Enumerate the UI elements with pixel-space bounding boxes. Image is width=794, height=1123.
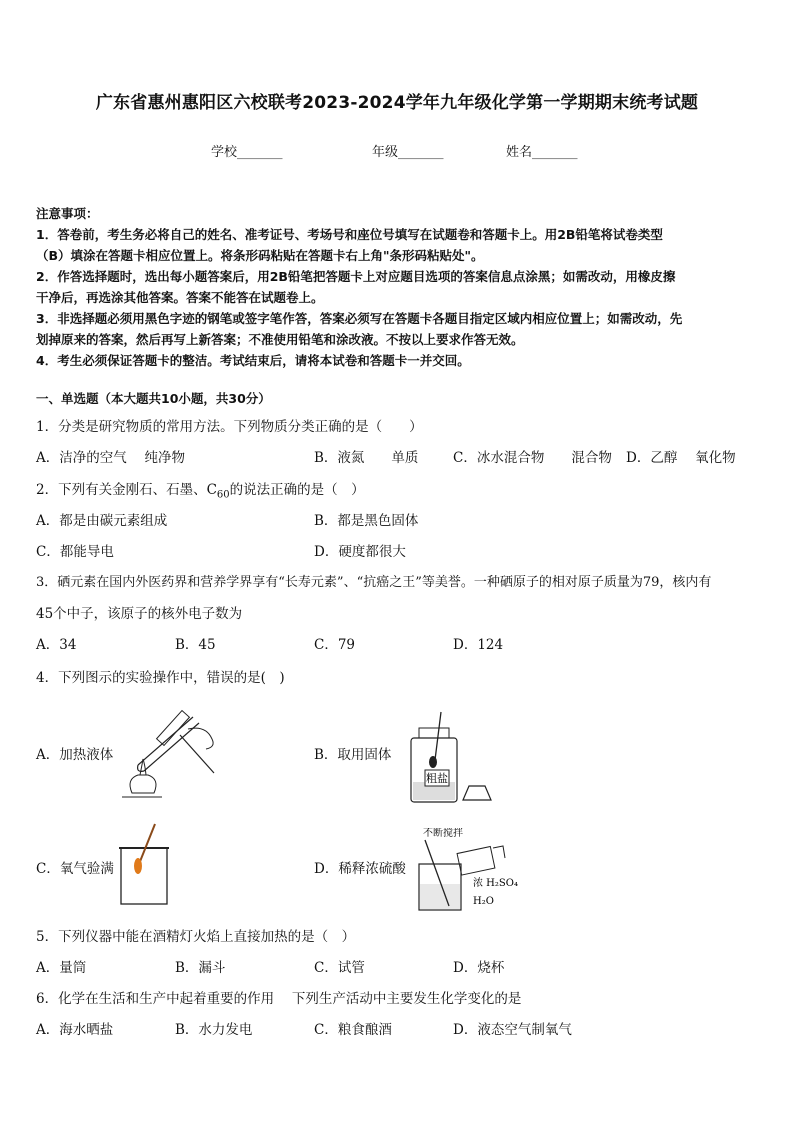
question-3-stem-line1: 3．硒元素在国内外医药界和营养学界享有“长寿元素”、“抗癌之王”等美誉。一种硒原子的相对原子质量为79，核内有 [36, 575, 712, 590]
q2-option-d: D．硬度都很大 [314, 544, 406, 560]
oxygen-test-figure [117, 822, 172, 907]
q6-option-c: C．粮食酿酒 [314, 1022, 392, 1038]
question-4-stem: 4．下列图示的实验操作中，错误的是( ) [36, 670, 285, 686]
notes-heading: 注意事项： [36, 206, 99, 221]
q2-subscript: 60 [216, 489, 230, 501]
q5-option-b: B．漏斗 [175, 960, 226, 976]
q3-option-b: B．45 [175, 637, 216, 653]
q2-option-c: C．都能导电 [36, 544, 114, 560]
q2-option-a: A．都是由碳元素组成 [36, 513, 168, 529]
water-label: H₂O [473, 896, 494, 907]
notes-block [36, 203, 761, 371]
q5-option-c: C．试管 [314, 960, 365, 976]
q2-stem-text-end: 的说法正确的是（ ） [229, 482, 365, 498]
q3-option-d: D．124 [453, 637, 504, 653]
q1-option-a: A．洁净的空气 纯净物 [36, 450, 186, 466]
q1-option-c: C．冰水混合物 混合物 [453, 450, 612, 466]
q1-option-d: D．乙醇 氧化物 [626, 450, 736, 466]
question-5-stem: 5．下列仪器中能在酒精灯火焰上直接加热的是（ ） [36, 929, 356, 945]
grade-field: 年级_______ [372, 145, 444, 160]
q6-option-a: A．海水晒盐 [36, 1022, 114, 1038]
note-line: 2．作答选择题时，选出每小题答案后，用2B铅笔把答题卡上对应题目选项的答案信息点涂黑；如需改动，用橡皮擦 [36, 269, 676, 284]
q4-option-d: D．稀释浓硫酸 [314, 861, 406, 877]
q3-option-c: C．79 [314, 637, 356, 653]
q6-option-b: B．水力发电 [175, 1022, 253, 1038]
question-2-stem [36, 478, 761, 501]
q4-option-b: B．取用固体 [314, 747, 392, 763]
jar-label: 粗盐 [426, 772, 448, 785]
q4-option-c: C．氧气验满 [36, 861, 114, 877]
note-line: （B）填涂在答题卡相应位置上。将条形码粘贴在答题卡右上角"条形码粘贴处"。 [36, 248, 484, 263]
name-field: 姓名_______ [506, 145, 578, 160]
diluting-acid-figure [415, 828, 525, 913]
note-line: 划掉原来的答案，然后再写上新答案；不准使用铅笔和涂改液。不按以上要求作答无效。 [36, 332, 524, 347]
note-line: 3．非选择题必须用黑色字迹的钢笔或签字笔作答，答案必须写在答题卡各题目指定区域内相应位置上；如需改动，先 [36, 311, 683, 326]
q2-stem-text: 2．下列有关金刚石、石墨、C [36, 482, 217, 498]
q2-option-b: B．都是黑色固体 [314, 513, 419, 529]
stir-label: 不断搅拌 [423, 828, 463, 839]
taking-solid-figure [405, 710, 500, 805]
acid-label: 浓 H₂SO₄ [473, 878, 518, 889]
question-6-stem: 6．化学在生活和生产中起着重要的作用 下列生产活动中主要发生化学变化的是 [36, 991, 522, 1007]
note-line: 1．答卷前，考生务必将自己的姓名、准考证号、考场号和座位号填写在试题卷和答题卡上。用2B铅笔将试卷类型 [36, 227, 663, 242]
note-line: 4．考生必须保证答题卡的整洁。考试结束后，请将本试卷和答题卡一并交回。 [36, 353, 470, 368]
page-title: 广东省惠州惠阳区六校联考2023-2024学年九年级化学第一学期期末统考试题 [95, 93, 699, 113]
q6-option-d: D．液态空气制氧气 [453, 1022, 572, 1038]
q5-option-a: A．量筒 [36, 960, 87, 976]
q3-option-a: A．34 [36, 637, 77, 653]
note-line: 干净后，再选涂其他答案。答案不能答在试题卷上。 [36, 290, 324, 305]
question-1-stem: 1．分类是研究物质的常用方法。下列物质分类正确的是（ ） [36, 419, 423, 435]
heating-liquid-figure [118, 705, 228, 805]
question-3-stem-line2: 45个中子，该原子的核外电子数为 [36, 606, 243, 622]
q5-option-d: D．烧杯 [453, 960, 505, 976]
school-field: 学校_______ [211, 145, 283, 160]
q4-option-a: A．加热液体 [36, 747, 114, 763]
q1-option-b: B．液氮 单质 [314, 450, 419, 466]
section-heading: 一、单选题（本大题共10小题，共30分） [36, 391, 271, 406]
